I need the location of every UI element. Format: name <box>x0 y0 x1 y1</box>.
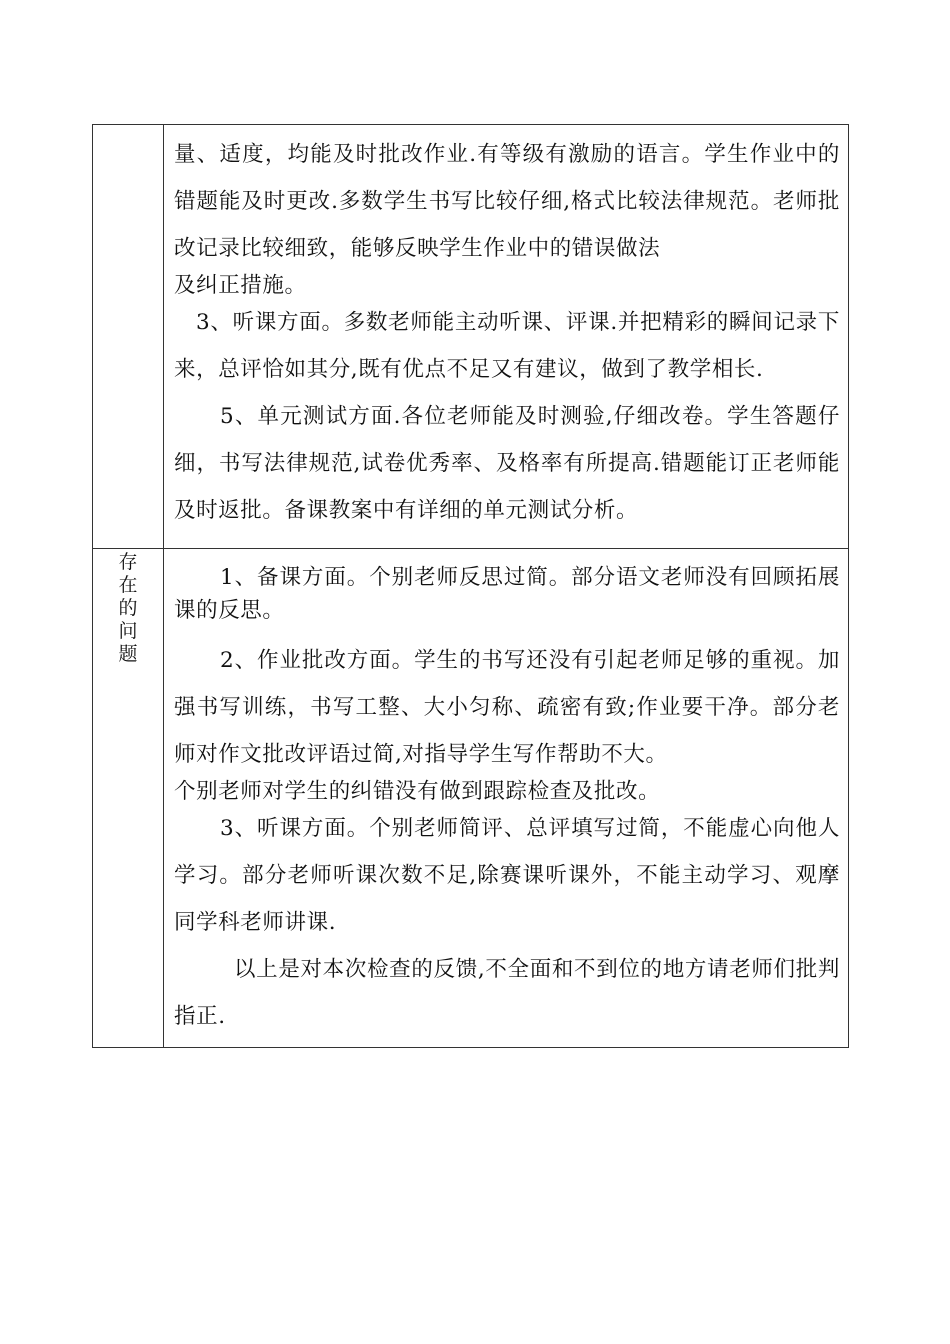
achievements-label-cell <box>93 125 164 549</box>
homework-paragraph-end: 及纠正措施。 <box>174 273 307 298</box>
problems-content-cell <box>164 549 849 1048</box>
homework-problem-paragraph: 2、作业批改方面。学生的书写还没有引起老师足够的重视。加强书写训练，书写工整、大小匀称、疏密有致;作业要干净。部分老师对作文批改评语过简,对指导学生写作帮助不大。 <box>174 648 840 767</box>
problems-label <box>93 549 163 666</box>
problems-label-char: 问 <box>118 620 138 642</box>
problems-label-char: 的 <box>118 597 138 619</box>
unit-test-paragraph: 5、单元测试方面.各位老师能及时测验,仔细改卷。学生答题仔细，书写法律规范,试卷优秀率、及格率有所提高.错题能订正老师能及时返批。备课教案中有详细的单元测试分析。 <box>174 404 840 523</box>
achievements-label <box>93 125 163 127</box>
problems-label-char: 题 <box>118 643 138 665</box>
closing-remark-paragraph: 以上是对本次检查的反馈,不全面和不到位的地方请老师们批判指正. <box>174 957 840 1029</box>
problems-label-char: 在 <box>118 574 138 596</box>
problems-label-cell <box>93 549 164 1048</box>
problems-row <box>93 549 849 1048</box>
lesson-observation-paragraph: 3、听课方面。多数老师能主动听课、评课.并把精彩的瞬间记录下来，总评恰如其分,既有优点不足又有建议，做到了教学相长. <box>174 310 840 382</box>
homework-problem-paragraph-end: 个别老师对学生的纠错没有做到跟踪检查及批改。 <box>174 779 661 804</box>
report-table <box>92 124 849 1048</box>
achievements-content-cell <box>164 125 849 549</box>
homework-paragraph-continued: 量、适度，均能及时批改作业.有等级有激励的语言。学生作业中的错题能及时更改.多数学生书写比较仔细,格式比较法律规范。老师批改记录比较细致，能够反映学生作业中的错误做法 <box>174 142 840 261</box>
lesson-prep-problem-paragraph: 1、备课方面。个别老师反思过简。部分语文老师没有回顾拓展课的反思。 <box>174 565 840 623</box>
problems-label-char: 存 <box>118 551 138 573</box>
lesson-observation-problem-paragraph: 3、听课方面。个别老师简评、总评填写过简，不能虚心向他人学习。部分老师听课次数不足,除赛课听课外，不能主动学习、观摩同学科老师讲课. <box>174 816 840 935</box>
achievements-row <box>93 125 849 549</box>
